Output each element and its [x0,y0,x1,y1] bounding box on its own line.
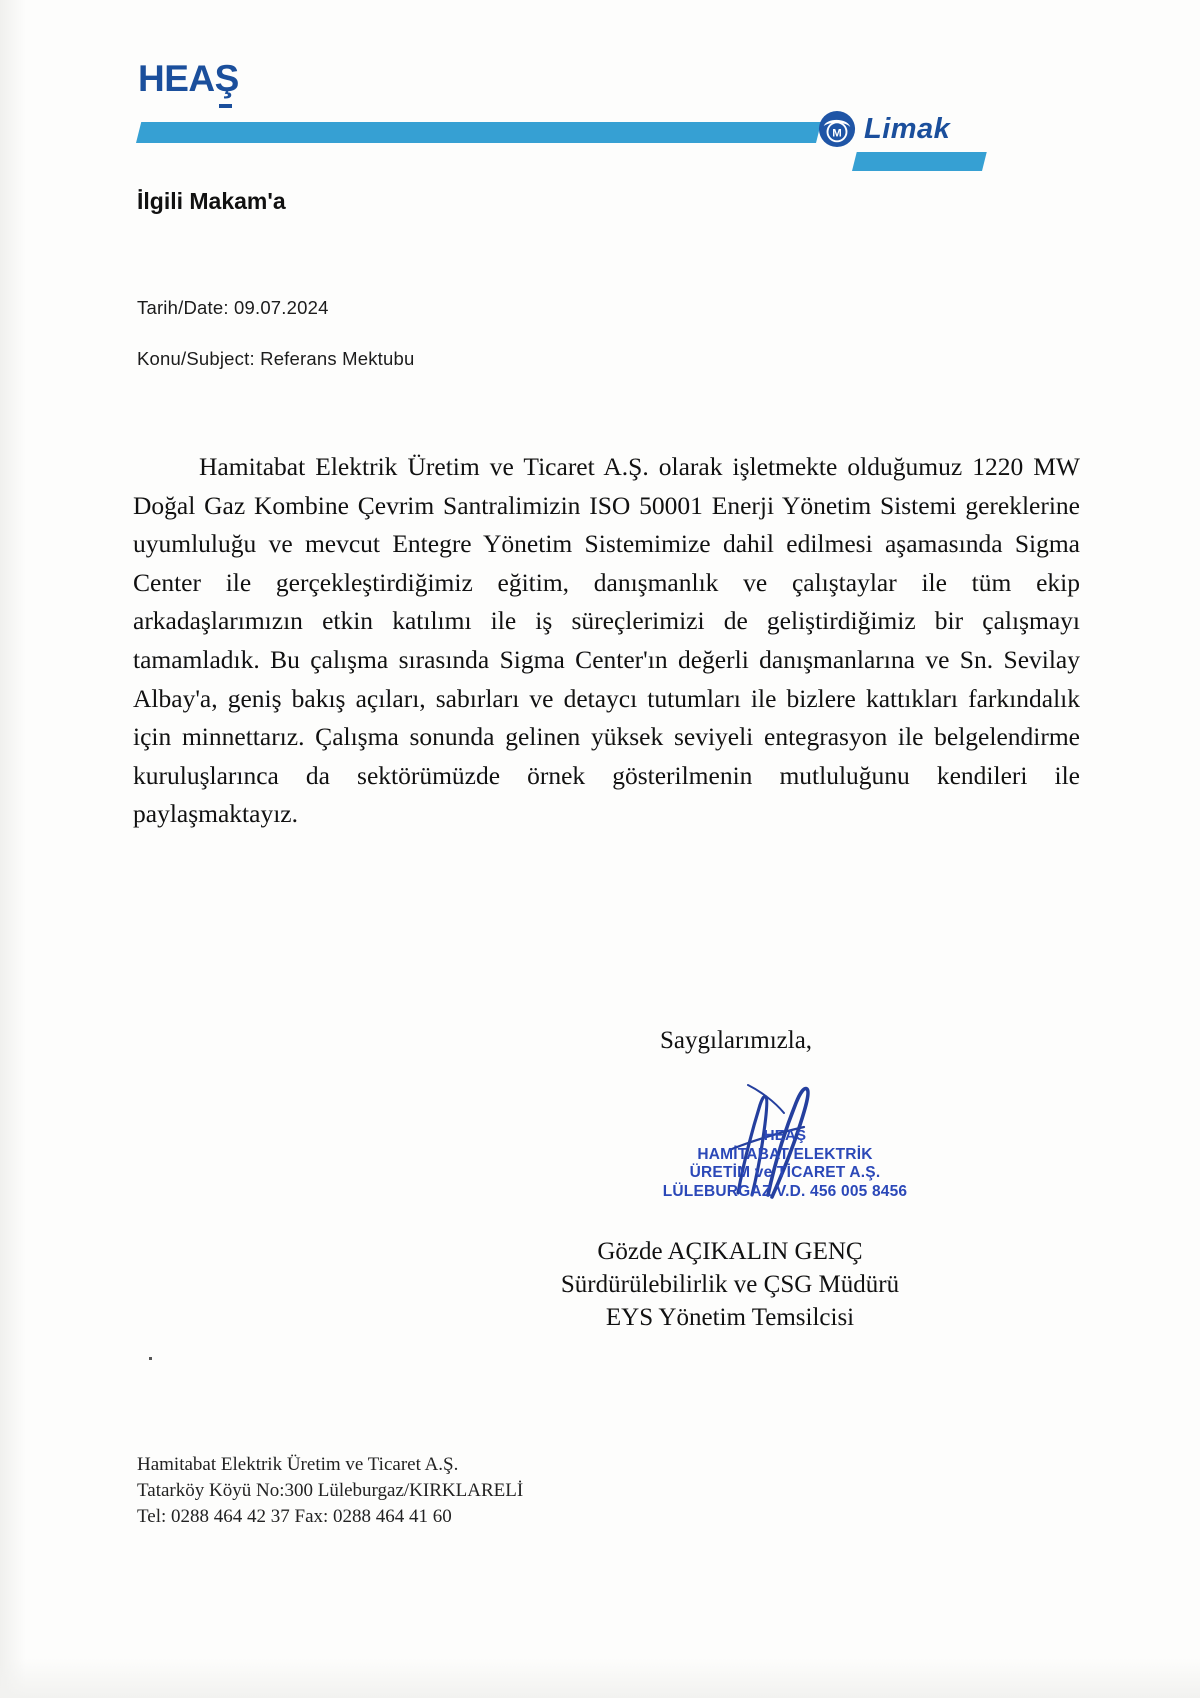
page-footer [137,1452,523,1530]
stamp-line-company-short: HEAŞ [763,1127,807,1144]
limak-circle-icon [818,110,856,148]
stamp-line-company: HAMİTABAT ELEKTRİK [697,1145,873,1163]
scan-edge-bottom [0,1658,1200,1698]
body-paragraph: Hamitabat Elektrik Üretim ve Ticaret A.Ş. olarak işletmekte olduğumuz 1220 MW Doğal Gaz Kombine Çevrim Santralimizin ISO 50001 Enerji Yönetim Sistemi gereklerine uyumluluğu ve mevcut Entegre Yönetim Sistemimize dahil edilmesi aşamasında Sigma Center ile gerçekleştirdiğimiz eğitim, danışmanlık ve çalıştaylar ile tüm ekip arkadaşlarımızın etkin katılımı ile iş süreçlerimizi de geliştirdiğimiz bir çalışmayı tamamladık. Bu çalışma sırasında Sigma Center'ın değerli danışmanlarına ve Sn. Sevilay Albay'a, geniş bakış açıları, sabırları ve detaycı tutumları ile bizlere kattıkları farkındalık için minnettarız. Çalışma sonunda gelinen yüksek seviyeli entegrasyon ile belgelendirme kuruluşlarınca da sektörümüzde örnek gösterilmenin mutluluğunu kendileri ile paylaşmaktayız. [133,452,1080,829]
signer-name: Gözde AÇIKALIN GENÇ [597,1238,863,1265]
heas-logo [138,58,239,100]
signer-role: EYS Yönetim Temsilcisi [605,1304,855,1331]
date-line: Tarih/Date: 09.07.2024 [137,297,329,318]
letterhead-bar-secondary [852,152,987,171]
subject-line: Konu/Subject: Referans Mektubu [137,348,415,369]
salutation: İlgili Makam'a [137,188,286,214]
letterhead-bar-primary [136,122,821,143]
signer-title: Sürdürülebilirlik ve ÇSG Müdürü [560,1271,900,1298]
letterhead [0,0,1200,190]
signature-block [620,1075,950,1205]
company-stamp [620,1127,950,1201]
footer-contact: Tel: 0288 464 42 37 Fax: 0288 464 41 60 [137,1506,452,1527]
stamp-line-tax-office: LÜLEBURGAZ V.D. 456 005 8456 [662,1182,908,1200]
scan-edge-left [0,0,26,1698]
document-meta [137,297,415,399]
limak-wordmark: Limak [864,112,951,145]
signer-block [500,1235,960,1334]
scan-artifact-dot [149,1357,152,1360]
stamp-line-business: ÜRETİM ve TİCARET A.Ş. [689,1164,881,1181]
footer-address: Tatarköy Köyü No:300 Lüleburgaz/KIRKLARELİ [137,1480,524,1501]
svg-text:M: M [832,127,842,140]
closing-salutation: Saygılarımızla, [660,1027,813,1054]
heas-logo-text: HEAŞ [138,58,239,99]
limak-logo [818,110,950,148]
footer-company: Hamitabat Elektrik Üretim ve Ticaret A.Ş. [137,1454,459,1475]
